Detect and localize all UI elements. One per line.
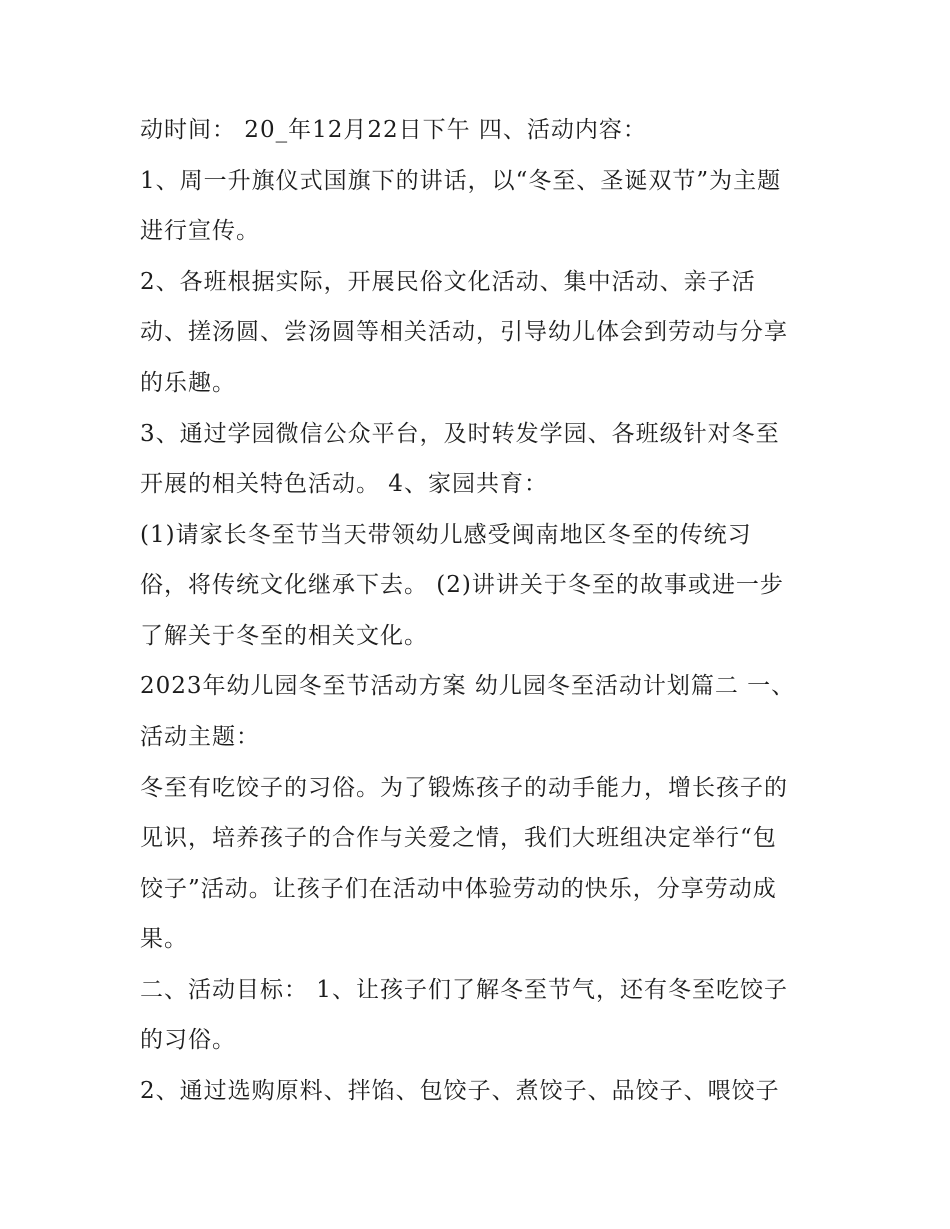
text-line-8: 开展的相关特色活动。 4、家园共育： — [140, 471, 548, 497]
text-line-11: 了解关于冬至的相关文化。 — [140, 623, 428, 649]
text-line-10: 俗，将传统文化继承下去。 (2)讲讲关于冬至的故事或进一步 — [140, 572, 784, 598]
text-line-20: 2、通过选购原料、拌馅、包饺子、煮饺子、品饺子、喂饺子 — [140, 1078, 780, 1104]
text-line-19: 的习俗。 — [140, 1027, 236, 1053]
text-line-4: 2、各班根据实际，开展民俗文化活动、集中活动、亲子活 — [140, 269, 756, 295]
text-line-16: 饺子”活动。让孩子们在活动中体验劳动的快乐，分享劳动成 — [140, 876, 777, 902]
text-line-2: 1、周一升旗仪式国旗下的讲话，以“冬至、圣诞双节”为主题 — [140, 168, 782, 194]
text-line-3: 进行宣传。 — [140, 218, 260, 244]
text-line-9: (1)请家长冬至节当天带领幼儿感受闽南地区冬至的传统习 — [140, 522, 752, 548]
text-line-6: 的乐趣。 — [140, 370, 236, 396]
text-line-5: 动、搓汤圆、尝汤圆等相关活动，引导幼儿体会到劳动与分享 — [140, 319, 788, 345]
text-line-14: 冬至有吃饺子的习俗。为了锻炼孩子的动手能力，增长孩子的 — [140, 775, 788, 801]
text-line-17: 果。 — [140, 926, 188, 952]
text-line-15: 见识，培养孩子的合作与关爱之情，我们大班组决定举行“包 — [140, 825, 777, 851]
text-line-13: 活动主题： — [140, 724, 260, 750]
text-line-12: 2023年幼儿园冬至节活动方案 幼儿园冬至活动计划篇二 一、 — [140, 673, 796, 699]
text-line-7: 3、通过学园微信公众平台，及时转发学园、各班级针对冬至 — [140, 421, 780, 447]
text-line-1: 动时间： 20_年12月22日下午 四、活动内容： — [140, 117, 647, 143]
text-line-18: 二、活动目标： 1、让孩子们了解冬至节气，还有冬至吃饺子 — [140, 977, 788, 1003]
